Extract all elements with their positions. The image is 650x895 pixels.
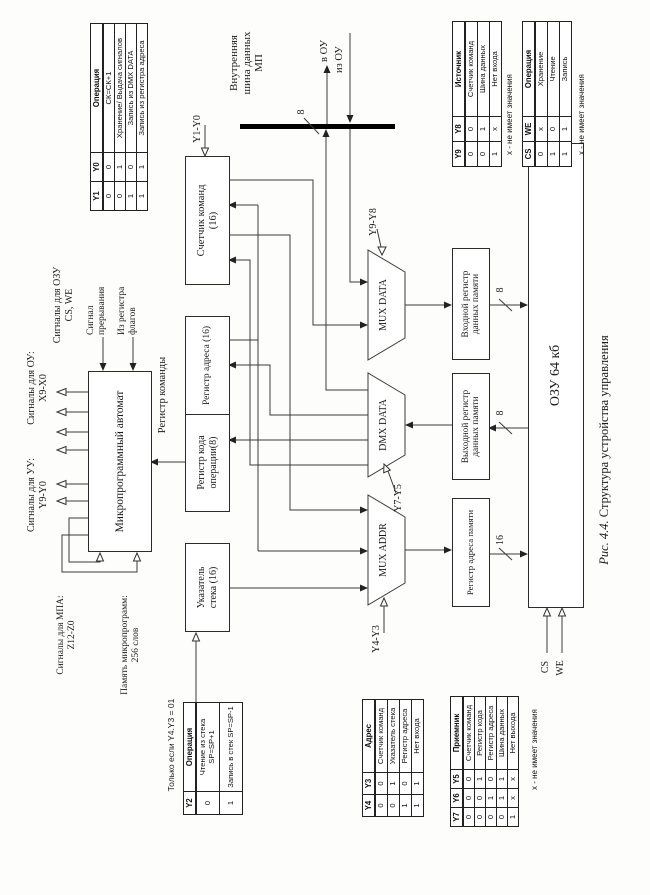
bus8-in-label xyxy=(495,283,507,297)
label-text: Сигналы для ОЗУ xyxy=(52,266,63,344)
signals-mpa-label xyxy=(56,580,78,690)
table-row xyxy=(375,700,388,817)
label-text: Сигналы для ОУ: xyxy=(26,351,37,425)
table-cell: 1 xyxy=(548,142,560,167)
label-text: 8 xyxy=(495,410,506,416)
table-cell: Чтение из стека SP=SP+1 xyxy=(196,703,220,792)
table-row xyxy=(388,700,400,817)
command-register-label xyxy=(157,335,169,455)
block-label: Счетчик команд xyxy=(195,184,207,257)
note-text: х - не имеет значения xyxy=(530,709,539,790)
bus-width-8 xyxy=(296,105,308,119)
table-header-cell: Y2 xyxy=(184,792,197,815)
label-text: 16 xyxy=(495,535,506,545)
table-cell: 1 xyxy=(220,792,243,815)
table-cell: 0 xyxy=(478,142,490,167)
note-x-meaning-1 xyxy=(530,709,539,790)
table-header-cell: Y6 xyxy=(451,789,464,808)
mux-data-label xyxy=(378,260,390,350)
block-label: (16) xyxy=(207,211,219,230)
label-text: Из регистра xyxy=(117,286,127,335)
table-cell: 1 xyxy=(412,795,424,817)
label-text: Регистр команды xyxy=(157,356,168,434)
table-cell: 0 xyxy=(465,117,478,142)
table-row xyxy=(412,700,424,817)
label-text: MUX ADDR xyxy=(378,523,389,577)
table-cell: 0 xyxy=(475,789,486,808)
label-text: Y4-Y3 xyxy=(371,625,382,653)
table-header-cell: Приемник xyxy=(451,697,464,770)
label-text: из ОУ xyxy=(334,46,345,73)
table-row xyxy=(126,24,137,211)
table-header-cell: CS xyxy=(523,142,536,167)
y4-y3-label xyxy=(371,617,383,661)
label-text: Сигналы для МПА: xyxy=(56,595,66,675)
internal-bus-label xyxy=(228,9,266,117)
table-cell: Нет входа xyxy=(490,22,502,117)
label-text: Z12-Z0 xyxy=(66,620,77,650)
label-text: МП xyxy=(253,54,266,72)
table-cs-we-operations xyxy=(522,21,572,167)
table-cell: 0 xyxy=(486,770,497,789)
table-row xyxy=(103,24,115,211)
table-row xyxy=(535,22,548,167)
note-x-meaning-3 xyxy=(577,74,586,155)
table-cell: Шина данных xyxy=(497,697,508,770)
figure-caption xyxy=(597,270,612,630)
note-x-meaning-2 xyxy=(505,74,514,155)
signals-ozu-label xyxy=(52,247,75,363)
table-cell: 0 xyxy=(535,142,548,167)
table-cell: 1 xyxy=(508,808,519,827)
note-text: х - не имеет значения xyxy=(577,74,586,155)
table-cell: Регистр адреса xyxy=(400,700,412,773)
table-cell: 1 xyxy=(115,153,126,182)
block-label: ОЗУ 64 кб xyxy=(548,344,564,407)
table-cell: 0 xyxy=(463,789,475,808)
table-header-cell: Операция xyxy=(184,703,197,792)
y1-y0-label xyxy=(192,108,204,150)
table-cell: Регистр адреса xyxy=(486,697,497,770)
signals-ou-label xyxy=(26,323,49,453)
microprogram-memory-label xyxy=(120,580,142,710)
table-cell: 0 xyxy=(103,182,115,211)
table-cell: Хранение xyxy=(535,22,548,117)
table-row xyxy=(478,22,490,167)
y9-y8-label xyxy=(368,199,380,245)
table-row xyxy=(115,24,126,211)
table-cell: Запись из DMX DATA xyxy=(126,24,137,153)
block-address-register xyxy=(185,316,230,415)
block-label: стека (16) xyxy=(207,566,219,609)
block-label: операции(8) xyxy=(207,436,219,489)
dmx-data-label xyxy=(378,380,390,470)
table-cell: 0 xyxy=(375,773,388,795)
table-row xyxy=(463,697,475,827)
label-text: WE xyxy=(555,660,566,676)
table-row xyxy=(508,697,519,827)
table-row xyxy=(490,22,502,167)
block-label: Микропрограммный автомат xyxy=(113,390,126,533)
table-cell: х xyxy=(490,117,502,142)
block-label: Указатель xyxy=(196,566,208,609)
table-row xyxy=(137,24,148,211)
table-cell: Счетчик команд xyxy=(375,700,388,773)
label-text: Сигналы для УУ: xyxy=(26,458,37,532)
table-cell: 0 xyxy=(388,795,400,817)
table-cell: х xyxy=(508,770,519,789)
table-cell: Запись в стек SP=SP-1 xyxy=(220,703,243,792)
table-cell: 1 xyxy=(497,789,508,808)
block-opcode-register xyxy=(185,413,230,512)
table-cell: Указатель стека xyxy=(388,700,400,773)
block-label: Регистр адреса (16) xyxy=(202,326,213,405)
table-row xyxy=(196,703,220,815)
table-cell: Запись из регистра адреса xyxy=(137,24,148,153)
table-cell: Счетчик команд xyxy=(465,22,478,117)
label-text: CS, WE xyxy=(63,288,75,322)
table-header-cell: Y8 xyxy=(453,117,466,142)
table-cell: 0 xyxy=(497,808,508,827)
table-cell: 1 xyxy=(497,770,508,789)
label-text: Y1-Y0 xyxy=(192,115,203,143)
table-cell: 0 xyxy=(486,808,497,827)
table-cell: 1 xyxy=(560,117,572,142)
label-text: MUX DATA xyxy=(378,279,389,331)
label-text: Внутренняя xyxy=(228,35,240,91)
label-text: Y9-Y0 xyxy=(37,481,49,509)
mux-addr-label xyxy=(378,505,390,595)
cs-label xyxy=(540,655,552,679)
table-cell: 0 xyxy=(400,773,412,795)
table-cell: 1 xyxy=(478,117,490,142)
table-cell: х xyxy=(508,789,519,808)
table-cell: 1 xyxy=(412,773,424,795)
table-cell: 0 xyxy=(463,770,475,789)
table-row xyxy=(497,697,508,827)
table-header-cell: Y7 xyxy=(451,808,464,827)
table-header-cell: Y9 xyxy=(453,142,466,167)
table-cell: 1 xyxy=(388,773,400,795)
table-cell: 0 xyxy=(548,117,560,142)
table-y9y8-source xyxy=(452,21,502,167)
bus16-label xyxy=(495,531,507,549)
table-cell: Шина данных xyxy=(478,22,490,117)
table-cell: 0 xyxy=(375,795,388,817)
table-cell: 1 xyxy=(137,182,148,211)
block-ram-64kb xyxy=(528,143,584,608)
y7-y5-label xyxy=(393,477,405,519)
table-header-cell: Операция xyxy=(91,24,104,153)
table-cell: Хранение/ Выдача сигналов xyxy=(115,24,126,153)
label-text: 8 xyxy=(296,109,307,115)
table-cell: х xyxy=(535,117,548,142)
from-ou-label xyxy=(334,27,346,73)
table-cell: 0 xyxy=(115,182,126,211)
label-text: флагов xyxy=(127,307,138,335)
interrupt-signal-label xyxy=(86,255,108,335)
label-text: Сигнал xyxy=(86,305,96,335)
table-header-cell: Y4 xyxy=(363,795,376,817)
block-label: Регистр кода xyxy=(196,435,208,490)
block-memory-output-register xyxy=(452,373,490,480)
we-label xyxy=(555,655,567,681)
table-row xyxy=(475,697,486,827)
table-header-cell: Операция xyxy=(523,22,536,117)
caption-text: Структура устройства управления xyxy=(597,335,611,521)
block-memory-input-register xyxy=(452,248,490,360)
table-cell: 0 xyxy=(103,153,115,182)
block-command-counter xyxy=(185,156,230,285)
table-y2-stack-operations xyxy=(183,702,243,815)
block-memory-address-register xyxy=(452,498,490,607)
block-label: Входной регистр xyxy=(460,270,471,338)
block-label: данных памяти xyxy=(471,396,481,457)
flags-register-label xyxy=(117,255,139,335)
label-text: 8 xyxy=(495,287,506,293)
label-text: в ОУ xyxy=(319,39,330,62)
table-y7y6y5-receiver xyxy=(450,696,519,827)
table-cell: 1 xyxy=(475,770,486,789)
table-row xyxy=(486,697,497,827)
table-row xyxy=(465,22,478,167)
block-label: Выходной регистр xyxy=(460,389,471,464)
label-text: Y9-Y8 xyxy=(368,208,379,236)
table-y2-title xyxy=(167,665,177,825)
table-cell: 0 xyxy=(465,142,478,167)
table-cell: 0 xyxy=(126,153,137,182)
table-header-cell: Источник xyxy=(453,22,466,117)
table-cell: 1 xyxy=(490,142,502,167)
label-text: Память микропрограмм: xyxy=(120,595,130,695)
table-cell: 0 xyxy=(463,808,475,827)
caption-number: Рис. 4.4. xyxy=(597,520,611,565)
table-header-cell: WE xyxy=(523,117,536,142)
table-cell: 1 xyxy=(560,142,572,167)
table-cell: Нет выхода xyxy=(508,697,519,770)
table-cell: Нет входа xyxy=(412,700,424,773)
table-header-cell: Y0 xyxy=(91,153,104,182)
bus8-out-label xyxy=(495,406,507,420)
table-header-cell: Y1 xyxy=(91,182,104,211)
block-stack-pointer xyxy=(185,543,230,632)
table-cell: 0 xyxy=(475,808,486,827)
label-text: CS xyxy=(540,660,551,674)
table-cell: Чтение xyxy=(548,22,560,117)
block-microprogram-automaton xyxy=(88,371,152,552)
table-row xyxy=(560,22,572,167)
table-cell: Регистр кода xyxy=(475,697,486,770)
label-text: Y7-Y5 xyxy=(393,484,404,512)
table-cell: Запись xyxy=(560,22,572,117)
label-text: X9-X0 xyxy=(37,374,49,402)
table-header-cell: Адрес xyxy=(363,700,376,773)
table-cell: 1 xyxy=(137,153,148,182)
label-text: DMX DATA xyxy=(378,399,389,451)
table-header-cell: Y5 xyxy=(451,770,464,789)
table-cell: СК=СК+1 xyxy=(103,24,115,153)
table-row xyxy=(220,703,243,815)
label-text: прерывания xyxy=(96,286,107,335)
table-row xyxy=(548,22,560,167)
table-cell: 1 xyxy=(486,789,497,808)
block-label: данных памяти xyxy=(471,273,481,335)
table-cell: 1 xyxy=(126,182,137,211)
to-ou-label xyxy=(319,22,331,62)
note-text: х - не имеет значения xyxy=(505,74,514,155)
block-label: Регистр адреса памяти xyxy=(465,509,476,596)
table-y4y3-address-source xyxy=(362,699,424,817)
label-text: шина данных xyxy=(240,31,253,95)
table-cell: 1 xyxy=(400,795,412,817)
table-row xyxy=(400,700,412,817)
table-header-cell: Y3 xyxy=(363,773,376,795)
table-cell: 0 xyxy=(196,792,220,815)
label-text: Только если Y4.Y3 = 01 xyxy=(166,698,176,792)
label-text: 256 слов xyxy=(130,627,141,663)
table-cell: Счетчик команд xyxy=(463,697,475,770)
table-y1y0-operations xyxy=(90,23,148,211)
